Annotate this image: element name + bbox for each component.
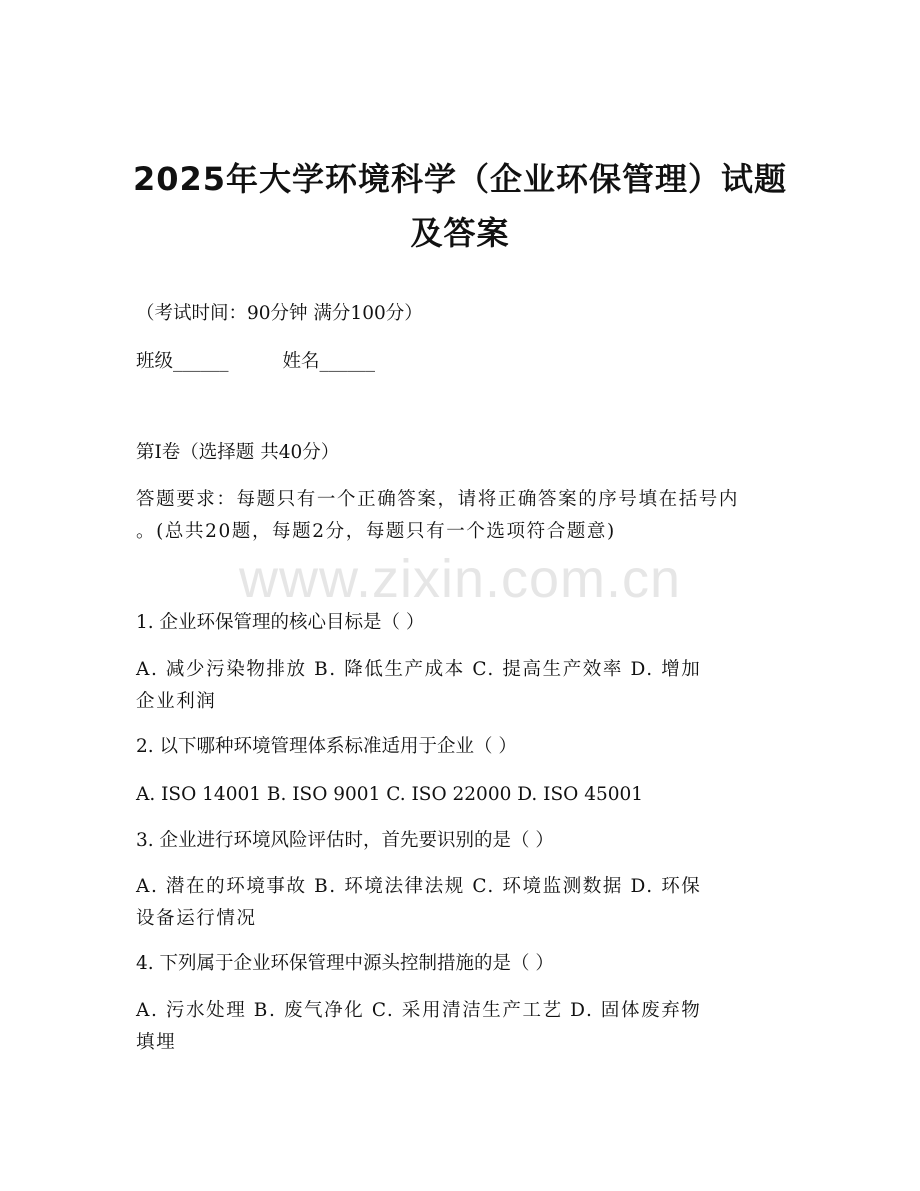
- options-line-2: 企业利润: [136, 691, 217, 712]
- question-stem: 1. 企业环保管理的核心目标是（ ）: [136, 612, 425, 633]
- options-line-2: 填埋: [136, 1032, 177, 1053]
- options-line-2: 设备运行情况: [136, 908, 257, 929]
- name-field: 姓名______: [282, 351, 376, 372]
- question-stem: 3. 企业进行环境风险评估时，首先要识别的是（ ）: [136, 830, 554, 851]
- options-line-1: A. 减少污染物排放 B. 降低生产成本 C. 提高生产效率 D. 增加: [136, 659, 702, 680]
- watermark: www.zixin.com.cn: [238, 549, 682, 609]
- question-options: [136, 779, 776, 811]
- exam-info: （考试时间：90分钟 满分100分）: [136, 303, 423, 324]
- options-line-1: A. ISO 14001 B. ISO 9001 C. ISO 22000 D. ISO 45001: [136, 784, 644, 805]
- options-line-1: A. 潜在的环境事故 B. 环境法律法规 C. 环境监测数据 D. 环保: [136, 876, 702, 897]
- instructions-line-2: 。(总共20题，每题2分，每题只有一个选项符合题意): [136, 521, 616, 542]
- student-info-row: [136, 346, 776, 378]
- title-line-1: 2025年大学环境科学（企业环保管理）试题: [132, 160, 788, 198]
- document-title: [100, 152, 820, 260]
- question-options: [136, 654, 776, 718]
- instructions: [136, 484, 776, 548]
- question-stem: 4. 下列属于企业环保管理中源头控制措施的是（ ）: [136, 953, 554, 974]
- class-field: 班级______: [136, 351, 229, 372]
- options-line-1: A. 污水处理 B. 废气净化 C. 采用清洁生产工艺 D. 固体废弃物: [136, 1000, 702, 1021]
- title-line-2: 及答案: [410, 214, 510, 252]
- question-options: [136, 995, 776, 1059]
- question-stem: 2. 以下哪种环境管理体系标准适用于企业（ ）: [136, 736, 517, 757]
- section-title: 第Ⅰ卷（选择题 共40分）: [136, 442, 340, 463]
- question-options: [136, 871, 776, 935]
- instructions-line-1: 答题要求：每题只有一个正确答案，请将正确答案的序号填在括号内: [136, 489, 740, 510]
